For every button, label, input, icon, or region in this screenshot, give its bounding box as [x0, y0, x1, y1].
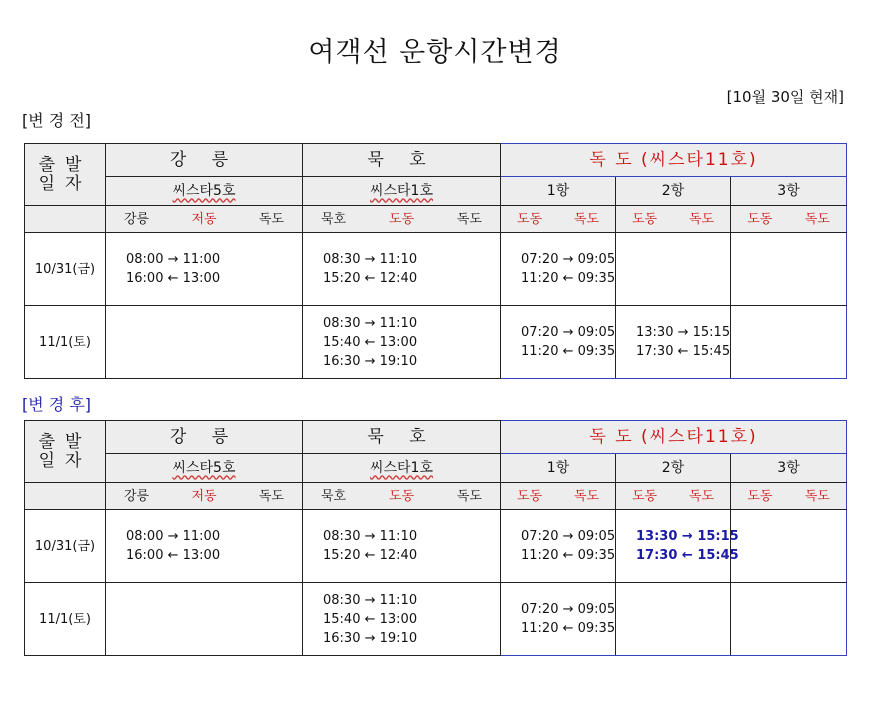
port-label: 독도: [804, 488, 830, 504]
ship-mukho: [303, 454, 501, 483]
times-cell-gangneung: [106, 233, 303, 306]
times-cell-gangneung: [106, 306, 303, 379]
schedule-table-after: [24, 420, 847, 656]
time-line: 17:30 ← 15:45: [636, 548, 739, 563]
time-line: 11:20 ← 09:35: [521, 271, 616, 286]
time-line: 13:30 → 15:15: [636, 325, 731, 340]
date-cell: 11/1(토): [25, 306, 106, 379]
trip2-header: 2항: [616, 454, 731, 483]
header-dokdo: 독 도 (씨스타11호): [501, 144, 847, 177]
time-line: 16:30 → 19:10: [323, 630, 418, 646]
ship-name: 씨스타5호: [172, 182, 236, 199]
time-line: 08:30 → 11:10: [323, 315, 418, 331]
port-label: 도동: [516, 488, 543, 504]
port-label: 묵호: [321, 211, 347, 227]
ports-trip3: [731, 483, 847, 510]
date-cell: 10/31(금): [25, 510, 106, 583]
rowhead-blank: [25, 206, 106, 233]
port-label: 도동: [631, 488, 658, 504]
times-cell-trip3: [731, 306, 847, 379]
ports-trip1: [501, 206, 616, 233]
port-label: 강릉: [124, 211, 150, 227]
times-cell-mukho: [303, 510, 501, 583]
time-line: 07:20 → 09:05: [521, 252, 616, 267]
times-cell-trip2: [616, 233, 731, 306]
time-line: 07:20 → 09:05: [521, 325, 616, 340]
port-label: 도동: [388, 211, 415, 227]
port-label: 저동: [191, 211, 217, 227]
port-label: 도동: [747, 488, 773, 504]
time-line: 15:20 ← 12:40: [323, 548, 418, 563]
port-label: 도동: [631, 211, 658, 227]
table-row: [25, 510, 847, 583]
trip2-header: 2항: [616, 177, 731, 206]
rowhead-line: 일자: [38, 173, 92, 194]
section-label-after: [변 경 후]: [22, 395, 92, 414]
time-line: 11:20 ← 09:35: [521, 548, 616, 563]
table-row: [25, 233, 847, 306]
times-cell-gangneung: [106, 510, 303, 583]
port-label: 강릉: [124, 488, 150, 504]
times-cell-mukho: [303, 306, 501, 379]
table-row: [25, 583, 847, 656]
ports-gangneung: [106, 206, 303, 233]
times-cell-trip2: [616, 306, 731, 379]
port-label: 독도: [258, 488, 284, 504]
times-cell-trip1: [501, 306, 616, 379]
time-line: 07:20 → 09:05: [521, 602, 616, 617]
port-label: 묵호: [321, 488, 347, 504]
time-line: 08:30 → 11:10: [323, 592, 418, 608]
times-cell-trip2: [616, 583, 731, 656]
time-line: 15:40 ← 13:00: [323, 611, 418, 627]
times-cell-mukho: [303, 233, 501, 306]
rowhead-cell: [25, 421, 106, 483]
times-cell-trip3: [731, 583, 847, 656]
ports-mukho: [303, 206, 501, 233]
date-cell: 11/1(토): [25, 583, 106, 656]
port-label: 독도: [804, 211, 830, 227]
time-line: 11:20 ← 09:35: [521, 621, 616, 636]
trip3-header: 3항: [731, 454, 847, 483]
times-cell-trip1: [501, 583, 616, 656]
header-gangneung: 강 릉: [106, 144, 303, 177]
ship-mukho: [303, 177, 501, 206]
port-label: 독도: [258, 211, 284, 227]
header-mukho: 묵 호: [303, 421, 501, 454]
time-line: 11:20 ← 09:35: [521, 344, 616, 359]
table-row: [25, 306, 847, 379]
port-label: 도동: [516, 211, 543, 227]
port-label: 도동: [747, 211, 773, 227]
page-title: 여객선 운항시간변경: [308, 37, 562, 68]
ports-mukho: [303, 483, 501, 510]
time-line: 07:20 → 09:05: [521, 529, 616, 544]
trip1-header: 1항: [501, 177, 616, 206]
trip1-header: 1항: [501, 454, 616, 483]
ports-trip1: [501, 483, 616, 510]
ports-trip2: [616, 206, 731, 233]
ports-trip3: [731, 206, 847, 233]
header-dokdo: 독 도 (씨스타11호): [501, 421, 847, 454]
time-line: 08:00 → 11:00: [126, 252, 221, 267]
port-label: 도동: [388, 488, 415, 504]
ship-name: 씨스타1호: [369, 182, 433, 199]
times-cell-gangneung: [106, 583, 303, 656]
times-cell-trip2: [616, 510, 739, 583]
times-cell-mukho: [303, 583, 501, 656]
port-label: 독도: [456, 488, 482, 504]
ship-gangneung: [106, 177, 303, 206]
time-line: 16:30 → 19:10: [323, 353, 418, 369]
times-cell-trip3: [731, 510, 847, 583]
trip3-header: 3항: [731, 177, 847, 206]
time-line: 16:00 ← 13:00: [126, 548, 221, 563]
port-label: 독도: [456, 211, 482, 227]
times-cell-trip3: [731, 233, 847, 306]
port-label: 저동: [191, 488, 217, 504]
time-line: 15:40 ← 13:00: [323, 334, 418, 350]
port-label: 독도: [688, 211, 715, 227]
time-line: 08:30 → 11:10: [323, 529, 418, 544]
ship-name: 씨스타5호: [172, 459, 236, 476]
date-cell: 10/31(금): [25, 233, 106, 306]
times-cell-trip1: [501, 233, 616, 306]
ship-name: 씨스타1호: [369, 459, 433, 476]
time-line: 15:20 ← 12:40: [323, 271, 418, 286]
times-cell-trip1: [501, 510, 616, 583]
rowhead-line: 일자: [38, 450, 92, 471]
section-label-before: [변 경 전]: [22, 111, 92, 130]
schedule-table-before: [24, 143, 847, 379]
rowhead-cell: [25, 144, 106, 206]
rowhead-line: 출발: [38, 154, 92, 175]
port-label: 독도: [688, 488, 715, 504]
ports-trip2: [616, 483, 731, 510]
rowhead-blank: [25, 483, 106, 510]
ports-gangneung: [106, 483, 303, 510]
header-gangneung: 강 릉: [106, 421, 303, 454]
time-line: 08:30 → 11:10: [323, 252, 418, 267]
rowhead-line: 출발: [38, 431, 92, 452]
time-line: 17:30 ← 15:45: [636, 344, 731, 359]
time-line: 16:00 ← 13:00: [126, 271, 221, 286]
port-label: 독도: [573, 488, 600, 504]
header-mukho: 묵 호: [303, 144, 501, 177]
port-label: 독도: [573, 211, 600, 227]
ship-gangneung: [106, 454, 303, 483]
time-line: 13:30 → 15:15: [636, 529, 739, 544]
date-note: [10월 30일 현재]: [726, 88, 844, 106]
time-line: 08:00 → 11:00: [126, 529, 221, 544]
